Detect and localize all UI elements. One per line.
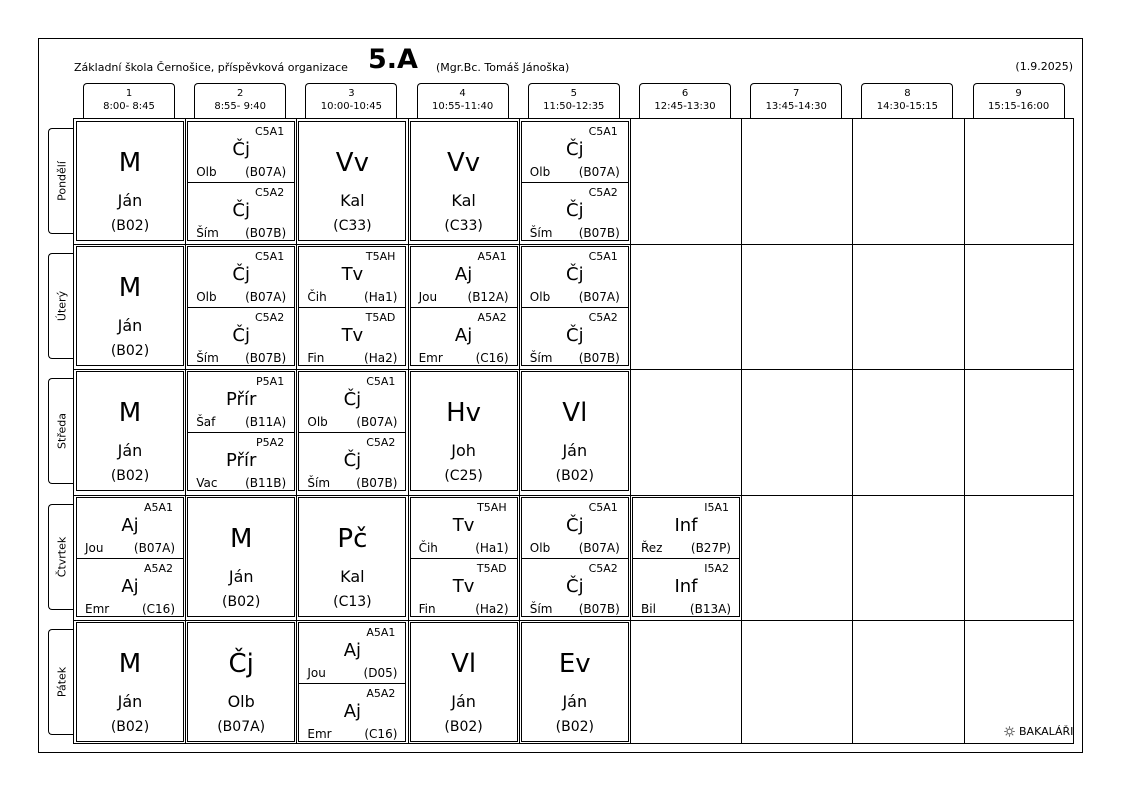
lesson-subject: Čj — [566, 575, 584, 597]
grid-vline — [630, 119, 631, 743]
lesson-cell[interactable] — [298, 371, 406, 491]
lesson-teacher: Řez — [641, 540, 663, 555]
lesson-cell[interactable] — [187, 371, 295, 491]
period-tab — [305, 83, 397, 118]
lesson-group[interactable] — [188, 372, 294, 432]
lesson-teacher: Ján — [117, 441, 143, 461]
lesson-cell[interactable] — [521, 246, 629, 366]
lesson-teacher: Emr — [307, 726, 332, 741]
lesson-room: (B07B) — [245, 226, 287, 240]
lesson-subject: Aj — [454, 264, 473, 286]
lesson-room: (B11B) — [245, 476, 287, 491]
lesson-cell[interactable] — [521, 497, 629, 617]
lesson-cell[interactable] — [187, 121, 295, 241]
group-code: C5A1 — [366, 375, 396, 389]
lesson-subject: Čj — [566, 139, 584, 160]
lesson-group[interactable] — [299, 432, 405, 493]
lesson-subject: Vv — [335, 148, 369, 178]
lesson-teacher: Ším — [529, 351, 553, 366]
lesson-teacher: Ším — [196, 226, 219, 240]
lesson-subject: Tv — [452, 514, 475, 536]
lesson-room: (C33) — [333, 218, 372, 234]
group-code: I5A2 — [704, 561, 729, 575]
lesson-room: (B12A) — [467, 290, 509, 305]
group-code: P5A2 — [256, 436, 285, 450]
lesson-group[interactable] — [188, 307, 294, 368]
lesson-teacher: Šaf — [196, 415, 216, 430]
period-tab — [973, 83, 1065, 118]
lesson-room: (C33) — [444, 218, 483, 234]
lesson-subject: Aj — [121, 575, 139, 597]
lesson-cell[interactable] — [298, 622, 406, 742]
lesson-group[interactable] — [411, 247, 517, 307]
lesson-room: (C16) — [475, 351, 509, 366]
lesson-cell[interactable] — [298, 246, 406, 366]
period-number: 2 — [237, 88, 244, 99]
lesson-teacher: Ján — [228, 566, 254, 586]
lesson-group[interactable] — [188, 432, 294, 493]
lesson-room: (B07A) — [245, 165, 287, 179]
lesson-subject: Tv — [341, 264, 364, 286]
period-number: 1 — [125, 88, 133, 99]
bakalari-logo-text: BAKALÁŘI — [1019, 725, 1074, 738]
lesson-teacher: Jou — [307, 665, 326, 680]
group-code: C5A1 — [588, 500, 618, 514]
lesson-room: (C13) — [333, 593, 372, 610]
lesson-teacher: Olb — [196, 165, 217, 179]
lesson-teacher: Ším — [307, 476, 331, 491]
lesson-subject: Čj — [343, 389, 362, 411]
period-time: 8:00- 8:45 — [103, 101, 155, 112]
lesson-subject: Pč — [337, 523, 368, 554]
lesson-teacher: Emr — [85, 601, 110, 616]
class-teacher: (Mgr.Bc. Tomáš Jánoška) — [436, 61, 570, 74]
lesson-group[interactable] — [411, 558, 517, 619]
period-time: 15:15-16:00 — [987, 101, 1050, 112]
period-time: 12:45-13:30 — [654, 101, 716, 112]
grid-vline — [519, 119, 520, 743]
lesson-group[interactable] — [633, 498, 739, 558]
lesson-room: (B07B) — [578, 601, 620, 616]
period-tab — [639, 83, 731, 118]
lesson-group[interactable] — [299, 372, 405, 432]
lesson-room: (B07A) — [578, 165, 620, 179]
lesson-cell[interactable] — [632, 497, 740, 617]
lesson-room: (B07A) — [356, 415, 398, 430]
lesson-room: (B02) — [222, 593, 261, 610]
day-name: Čtvrtek — [55, 536, 68, 577]
lesson-room: (C16) — [141, 601, 175, 616]
lesson-subject: Tv — [452, 575, 475, 597]
lesson-teacher: Fin — [307, 351, 325, 366]
lesson-cell[interactable] — [76, 371, 184, 491]
lesson-teacher: Olb — [196, 290, 217, 305]
period-number: 3 — [348, 88, 355, 99]
lesson-group[interactable] — [299, 307, 405, 368]
group-code: C5A2 — [588, 186, 618, 199]
lesson-teacher: Čih — [418, 540, 438, 555]
lesson-subject: Vl — [562, 398, 588, 429]
lesson-teacher: Ším — [196, 351, 219, 366]
period-tab — [194, 83, 286, 118]
lesson-teacher: Kal — [340, 566, 365, 586]
lesson-subject: Hv — [446, 398, 482, 429]
lesson-subject: Čj — [228, 648, 254, 679]
period-time: 11:50-12:35 — [543, 101, 605, 112]
group-code: C5A2 — [254, 186, 285, 199]
lesson-group[interactable] — [411, 498, 517, 558]
lesson-subject: Aj — [343, 700, 362, 722]
day-name: Pátek — [55, 666, 68, 697]
day-name: Pondělí — [55, 161, 68, 201]
lesson-room: (B07B) — [578, 226, 620, 240]
lesson-group[interactable] — [299, 247, 405, 307]
lesson-teacher: Jou — [418, 290, 438, 305]
period-number: 9 — [1015, 88, 1022, 99]
lesson-teacher: Ján — [117, 691, 143, 711]
lesson-group[interactable] — [188, 182, 294, 243]
lesson-teacher: Vac — [196, 476, 218, 491]
lesson-room: (B07B) — [578, 351, 620, 366]
lesson-subject: Přír — [226, 450, 257, 472]
lesson-teacher: Olb — [529, 290, 551, 305]
group-code: A5A2 — [143, 561, 173, 575]
lesson-subject: Aj — [121, 514, 139, 536]
lesson-group[interactable] — [77, 498, 183, 558]
lesson-cell[interactable] — [76, 622, 184, 742]
lesson-room: (B07A) — [578, 290, 620, 305]
lesson-room: (B02) — [110, 343, 150, 360]
period-time: 10:55-11:40 — [431, 101, 494, 112]
grid-vline — [296, 119, 297, 743]
lesson-subject: Vv — [447, 148, 481, 178]
grid-vline — [852, 119, 853, 743]
lesson-group[interactable] — [188, 247, 294, 307]
lesson-room: (B11A) — [245, 415, 287, 430]
lesson-subject: Čj — [566, 264, 584, 286]
group-code: C5A1 — [254, 125, 285, 138]
group-code: A5A1 — [477, 250, 507, 264]
group-code: C5A2 — [588, 561, 618, 575]
group-code: T5AD — [365, 311, 396, 325]
lesson-teacher: Joh — [451, 441, 476, 461]
grid-vline — [964, 119, 965, 743]
grid-vline — [408, 119, 409, 743]
lesson-room: (Ha1) — [475, 540, 509, 555]
lesson-teacher: Ján — [117, 191, 143, 210]
lesson-cell[interactable] — [521, 622, 629, 742]
lesson-group[interactable] — [522, 498, 628, 558]
lesson-subject: Tv — [341, 325, 364, 347]
day-tab — [48, 253, 74, 359]
lesson-group[interactable] — [299, 623, 405, 683]
lesson-room: (C16) — [364, 726, 398, 741]
lesson-cell[interactable] — [76, 246, 184, 366]
group-code: T5AH — [477, 500, 507, 514]
lesson-teacher: Kal — [340, 191, 365, 210]
lesson-cell[interactable] — [76, 497, 184, 617]
lesson-group[interactable] — [411, 307, 517, 368]
lesson-subject: Čj — [566, 325, 584, 347]
lesson-teacher: Olb — [529, 540, 551, 555]
lesson-group[interactable] — [522, 122, 628, 182]
grid-hline — [74, 244, 1073, 245]
lesson-subject: Čj — [232, 200, 250, 221]
lesson-subject: Čj — [566, 200, 584, 221]
lesson-teacher: Ján — [562, 441, 588, 461]
lesson-subject: Inf — [674, 575, 698, 597]
lesson-cell[interactable] — [410, 497, 518, 617]
period-tab — [417, 83, 509, 118]
lesson-room: (B13A) — [689, 601, 731, 616]
group-code: T5AH — [365, 250, 396, 264]
lesson-cell[interactable] — [76, 121, 184, 241]
lesson-subject: Čj — [343, 450, 362, 472]
lesson-group[interactable] — [522, 558, 628, 619]
group-code: A5A2 — [477, 311, 507, 325]
lesson-subject: Čj — [566, 514, 584, 536]
period-tab — [528, 83, 620, 118]
lesson-subject: M — [118, 648, 142, 679]
lesson-group[interactable] — [633, 558, 739, 619]
group-code: P5A1 — [256, 375, 285, 389]
period-tab — [861, 83, 953, 118]
lesson-room: (B07B) — [245, 351, 287, 366]
lesson-room: (B27P) — [690, 540, 731, 555]
group-code: C5A2 — [588, 311, 618, 325]
lesson-group[interactable] — [522, 307, 628, 368]
lesson-subject: Ev — [558, 648, 591, 679]
lesson-subject: M — [118, 273, 142, 304]
lesson-cell[interactable] — [187, 246, 295, 366]
lesson-room: (B02) — [110, 718, 150, 735]
group-code: C5A2 — [254, 311, 285, 325]
lesson-cell[interactable] — [410, 246, 518, 366]
grid-hline — [74, 620, 1073, 621]
lesson-subject: Aj — [454, 325, 473, 347]
lesson-room: (B07A) — [578, 540, 620, 555]
lesson-room: (B02) — [444, 718, 483, 735]
lesson-group[interactable] — [77, 558, 183, 619]
class-name: 5.A — [368, 44, 418, 75]
lesson-room: (C25) — [444, 468, 483, 485]
lesson-subject: Inf — [674, 514, 698, 536]
group-code: C5A1 — [588, 250, 618, 264]
lesson-teacher: Fin — [418, 601, 436, 616]
lesson-room: (B07A) — [245, 290, 287, 305]
lesson-teacher: Čih — [307, 290, 327, 305]
lesson-room: (B07B) — [356, 476, 398, 491]
group-code: C5A1 — [588, 125, 618, 138]
day-tab — [48, 504, 74, 610]
period-number: 6 — [681, 88, 689, 99]
lesson-room: (B02) — [110, 218, 150, 234]
group-code: A5A1 — [366, 625, 396, 639]
lesson-subject: M — [118, 148, 142, 178]
lesson-teacher: Ján — [562, 691, 588, 711]
grid-hline — [74, 369, 1073, 370]
period-time: 8:55- 9:40 — [214, 101, 267, 112]
lesson-teacher: Ším — [529, 601, 553, 616]
day-name: Středa — [55, 413, 68, 450]
period-tab — [83, 83, 175, 118]
period-number: 5 — [570, 88, 577, 99]
period-time: 13:45-14:30 — [765, 101, 827, 112]
lesson-group[interactable] — [299, 683, 405, 744]
period-number: 4 — [459, 88, 466, 99]
group-code: I5A1 — [704, 500, 729, 514]
lesson-room: (Ha1) — [364, 290, 398, 305]
group-code: C5A1 — [254, 250, 285, 264]
day-tab — [48, 378, 74, 484]
group-code: C5A2 — [366, 436, 396, 450]
lesson-cell[interactable] — [298, 121, 406, 241]
grid-hline — [74, 495, 1073, 496]
lesson-subject: Čj — [232, 139, 250, 160]
lesson-subject: Aj — [343, 639, 362, 661]
lesson-room: (Ha2) — [364, 351, 398, 366]
lesson-subject: Čj — [232, 264, 250, 286]
lesson-teacher: Jou — [85, 540, 104, 555]
lesson-room: (B02) — [555, 468, 594, 485]
day-tab — [48, 629, 74, 735]
lesson-group[interactable] — [188, 122, 294, 182]
day-name: Úterý — [55, 291, 68, 322]
lesson-room: (B07A) — [133, 540, 175, 555]
period-time: 14:30-15:15 — [876, 101, 939, 112]
lesson-subject: Přír — [226, 389, 257, 411]
school-name: Základní škola Černošice, příspěvková organizace — [74, 61, 348, 74]
lesson-room: (B07A) — [217, 718, 266, 735]
lesson-room: (B02) — [110, 468, 150, 485]
lesson-subject: M — [118, 398, 142, 429]
grid-vline — [185, 119, 186, 743]
period-number: 8 — [904, 88, 911, 99]
lesson-room: (B02) — [555, 718, 594, 735]
lesson-cell[interactable] — [521, 371, 629, 491]
lesson-teacher: Olb — [227, 691, 255, 711]
lesson-teacher: Ján — [117, 316, 143, 336]
lesson-group[interactable] — [522, 182, 628, 243]
lesson-subject: Vl — [451, 648, 477, 679]
lesson-room: (D05) — [363, 665, 398, 680]
lesson-cell[interactable] — [521, 121, 629, 241]
lesson-cell[interactable] — [410, 121, 518, 241]
group-code: A5A1 — [143, 500, 173, 514]
lesson-teacher: Ším — [529, 226, 553, 240]
lesson-cell[interactable] — [410, 371, 518, 491]
period-tab — [750, 83, 842, 118]
lesson-teacher: Kal — [451, 191, 476, 210]
lesson-teacher: Ján — [451, 691, 476, 711]
lesson-cell[interactable] — [298, 497, 406, 617]
bakalari-gear-icon — [1003, 725, 1016, 738]
group-code: A5A2 — [366, 686, 396, 700]
lesson-group[interactable] — [522, 247, 628, 307]
period-time: 10:00-10:45 — [320, 101, 383, 112]
timetable-date: (1.9.2025) — [1015, 60, 1073, 73]
period-number: 7 — [793, 88, 800, 99]
lesson-teacher: Emr — [418, 351, 443, 366]
bakalari-logo — [1003, 725, 1073, 738]
lesson-subject: Čj — [232, 325, 250, 347]
lesson-teacher: Olb — [307, 415, 328, 430]
day-tab — [48, 128, 74, 234]
lesson-room: (Ha2) — [475, 601, 509, 616]
group-code: T5AD — [476, 561, 507, 575]
lesson-cell[interactable] — [410, 622, 518, 742]
grid-vline — [741, 119, 742, 743]
lesson-cell[interactable] — [187, 622, 295, 742]
lesson-cell[interactable] — [187, 497, 295, 617]
lesson-teacher: Olb — [529, 165, 551, 179]
lesson-teacher: Bil — [641, 601, 656, 616]
lesson-subject: M — [229, 523, 253, 554]
